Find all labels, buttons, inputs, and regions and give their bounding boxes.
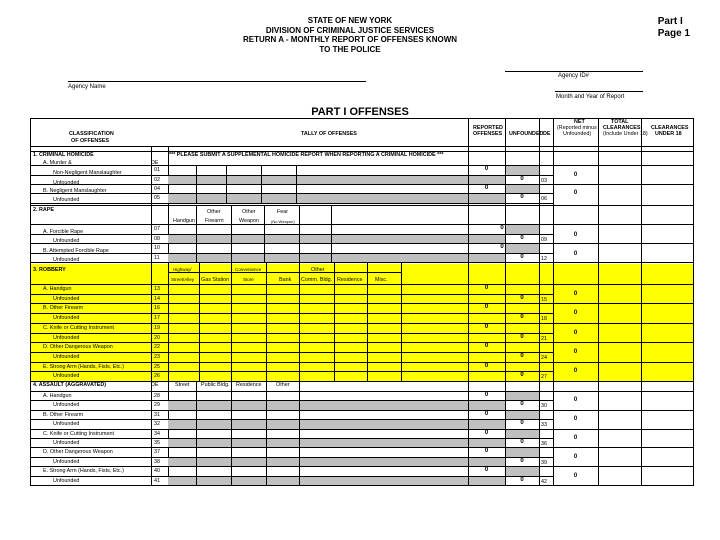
robbery-row-label: Unfounded [53, 315, 80, 322]
rape-code: 08 [154, 236, 160, 242]
rob-h-street: Street/Alley [171, 277, 195, 282]
rape-tally-col [196, 205, 197, 262]
rape-net-zero: 0 [573, 232, 578, 238]
col-total-3: (Include Under 18) [603, 131, 648, 137]
rob-h-res: Residence [337, 277, 363, 283]
robbery-right-line [553, 303, 693, 304]
unfounded-shade [469, 235, 505, 243]
homicide-tally-col [261, 165, 262, 203]
rape-unfounded-zero: 0 [520, 235, 524, 241]
homicide-de: DE [151, 160, 159, 166]
col-net-2: (Reported minus [557, 125, 597, 131]
assault-right-line [553, 447, 693, 448]
rob-h-bank: Bank [279, 277, 292, 283]
agency-name-label: Agency Name [68, 84, 106, 90]
rape-unfounded-zero: 0 [520, 254, 524, 260]
rob-h-misc: Misc. [375, 277, 388, 283]
body-col-line [598, 146, 599, 485]
ast-h-street: Street [175, 382, 190, 388]
unfounded-shade [506, 411, 539, 419]
homicide-unf1: Unfounded [53, 180, 80, 186]
rape-tally-col [331, 205, 332, 262]
robbery-unf-code: 24 [541, 354, 547, 361]
rape-h-handgun: Handgun [173, 218, 195, 224]
unfounded-shade [168, 235, 468, 243]
assault-de: DE [151, 382, 159, 388]
col-total-2: CLEARANCES [603, 125, 641, 131]
assault-net-zero: 0 [573, 453, 578, 460]
assault-net-zero: 0 [573, 416, 578, 423]
assault-net-zero: 0 [573, 397, 578, 404]
assault-row-label: Unfounded [53, 440, 80, 446]
robbery-reported-zero: 0 [484, 362, 489, 369]
rape-row-line [31, 243, 553, 244]
col-reported-2: OFFENSES [473, 131, 503, 137]
unfounded-shade [506, 244, 539, 253]
assault-unf-code: 33 [541, 422, 547, 429]
rape-tally-col [231, 205, 232, 262]
robbery-unf-code: 21 [541, 335, 547, 342]
robbery-unfounded-zero: 0 [520, 372, 524, 379]
robbery-reported-zero: 0 [484, 304, 489, 311]
unfounded-shade [168, 420, 468, 428]
robbery-row-line [31, 352, 553, 353]
unfounded-shade [469, 458, 505, 466]
robbery-tally-col [299, 262, 300, 381]
unfounded-shade [469, 194, 505, 203]
assault-row-label: E. Strong Arm (Hands, Fists, Etc.) [43, 468, 124, 475]
robbery-right-line [553, 284, 693, 285]
assault-code: 40 [154, 468, 160, 475]
rape-b: B. Attempted Forcible Rape [43, 248, 109, 254]
homicide-unf-code: 06 [541, 196, 547, 202]
rape-h-weapon: Weapon [239, 218, 259, 224]
assault-right-line [553, 410, 693, 411]
assault-row-label: Unfounded [53, 477, 80, 484]
assault-tally-col [196, 381, 197, 485]
header-line-3: RETURN A - MONTHLY REPORT OF OFFENSES KNOWN [242, 35, 458, 44]
unfounded-shade [168, 477, 468, 485]
rape-code: 10 [154, 245, 160, 251]
robbery-reported-zero: 0 [484, 285, 489, 291]
robbery-unfounded-zero: 0 [520, 333, 524, 340]
offenses-form [30, 118, 694, 486]
rob-h-conv: Convenience [235, 267, 262, 272]
assault-row-label: Unfounded [53, 421, 80, 428]
unfounded-shade [168, 176, 468, 184]
section-line [31, 205, 693, 206]
unfounded-shade [469, 420, 505, 428]
homicide-unf-code: 03 [541, 178, 547, 184]
homicide-net-zero: 0 [573, 190, 578, 196]
homicide-reported-zero: 0 [484, 166, 489, 172]
homicide-unfounded-zero: 0 [520, 194, 524, 200]
assault-row-label: Unfounded [53, 458, 80, 465]
robbery-code: 13 [154, 286, 160, 292]
unfounded-shade [506, 166, 539, 175]
rape-code: 11 [154, 255, 160, 261]
rape-tally-col [264, 205, 265, 262]
robbery-code: 20 [154, 334, 160, 341]
robbery-tally-col [334, 262, 335, 381]
unfounded-shade [469, 439, 505, 447]
homicide-reported-zero: 0 [484, 185, 489, 191]
robbery-row-label: E. Strong Arm (Hands, Fists, Etc.) [43, 363, 124, 370]
robbery-right-line [553, 323, 693, 324]
col-classification: CLASSIFICATION [69, 131, 114, 137]
assault-row-line [31, 485, 553, 486]
col-clearances-1: CLEARANCES [651, 125, 689, 131]
robbery-code: 26 [154, 373, 160, 380]
assault-tally-col [231, 381, 232, 485]
assault-code: 38 [154, 458, 160, 465]
homicide-code: 01 [154, 167, 160, 173]
robbery-row-label: B. Other Firearm [43, 305, 84, 312]
robbery-row-label: Unfounded [53, 373, 80, 380]
unfounded-shade [506, 467, 539, 475]
robbery-row-label: Unfounded [53, 353, 80, 360]
rape-net-zero: 0 [573, 251, 578, 257]
assault-reported-zero: 0 [484, 410, 489, 417]
homicide-unfounded-zero: 0 [520, 176, 524, 182]
rape-right-line [553, 243, 693, 244]
header-line-1: STATE OF NEW YORK [307, 16, 393, 25]
rape-h-fear: Fear [277, 209, 289, 215]
rape-unf-code: 12 [541, 256, 547, 262]
assault-code: 28 [154, 393, 160, 399]
rob-h-gas: Gas Station [201, 277, 230, 283]
page-label: Page 1 [657, 28, 690, 39]
col-of-offenses: OF OFFENSES [71, 138, 110, 144]
robbery-row-label: Unfounded [53, 334, 80, 341]
robbery-right-line [553, 362, 693, 363]
body-col-line [641, 146, 642, 485]
assault-title: 4. ASSAULT (AGGRAVATED) [33, 382, 107, 388]
rape-header-line [31, 224, 553, 225]
unfounded-shade [506, 225, 539, 234]
robbery-code: 25 [154, 363, 160, 370]
robbery-code: 17 [154, 315, 160, 322]
assault-reported-zero: 0 [484, 448, 489, 455]
header-bottom-line [31, 146, 693, 147]
assault-code: 41 [154, 477, 160, 484]
robbery-reported-zero: 0 [484, 323, 489, 330]
homicide-tally-col [226, 165, 227, 203]
unfounded-shade [506, 185, 539, 193]
rape-row-line [31, 262, 553, 263]
ast-h-public: Public Bldg. [201, 382, 230, 388]
unfounded-shade [469, 176, 505, 184]
assault-unfounded-zero: 0 [520, 439, 524, 445]
robbery-code: 14 [154, 295, 160, 302]
homicide-title: 1. CRIMINAL HOMICIDE [33, 152, 94, 158]
header-line-4: TO THE POLICE [319, 44, 381, 54]
col-de: DE [543, 131, 551, 137]
robbery-unf-code: 27 [541, 374, 547, 381]
robbery-net-zero: 0 [573, 329, 578, 336]
assault-reported-zero: 0 [484, 467, 489, 474]
assault-right-line [553, 391, 693, 392]
col-reported-1: REPORTED [473, 125, 503, 131]
col-clearances-2: UNDER 18 [655, 131, 682, 137]
unfounded-shade [168, 458, 468, 466]
rob-h-highway: Highway/ [173, 267, 192, 272]
homicide-code: 05 [154, 195, 160, 201]
assault-code: 32 [154, 421, 160, 428]
section-line [31, 151, 693, 152]
rape-h-other1: Other [207, 209, 221, 215]
col-net-1: NET [574, 119, 585, 125]
header-col-line [468, 119, 469, 146]
homicide-nonneg: Non-Negligent Manslaughter [53, 170, 122, 176]
rape-a: A. Forcible Rape [43, 229, 84, 235]
robbery-net-zero: 0 [573, 290, 578, 297]
homicide-top-line [31, 165, 693, 166]
header-col-line [641, 119, 642, 146]
header-col-line [505, 119, 506, 146]
header-col-line [539, 119, 540, 146]
robbery-net-zero: 0 [573, 310, 578, 317]
agency-id-label: Agency ID# [558, 73, 590, 79]
assault-right-line [553, 429, 693, 430]
robbery-row-line [31, 381, 553, 382]
homicide-note: *** PLEASE SUBMIT A SUPPLEMENTAL HOMICIDE REPORT WHEN REPORTING A CRIMINAL HOMICIDE *** [169, 152, 444, 158]
assault-row-label: D. Other Dangerous Weapon [43, 449, 113, 456]
homicide-tally-col [196, 165, 197, 203]
assault-code: 29 [154, 402, 160, 409]
assault-row-label: B. Other Firearm [43, 411, 84, 418]
unfounded-shade [168, 439, 468, 447]
robbery-row-line [31, 294, 553, 295]
rob-h-comm: Comm. Bldg. [301, 277, 333, 283]
homicide-row-line [31, 203, 553, 204]
assault-unf-code: 36 [541, 441, 547, 447]
robbery-tally-col [199, 262, 200, 381]
robbery-row-line [31, 313, 553, 314]
header-line-2: DIVISION OF CRIMINAL JUSTICE SERVICES [265, 25, 435, 35]
rape-unf1: Unfounded [53, 238, 80, 244]
robbery-row-line [31, 371, 553, 372]
assault-net-zero: 0 [573, 435, 578, 441]
homicide-b: B. Negligent Manslaughter [43, 188, 107, 194]
ast-h-res: Residence [236, 382, 262, 388]
col-tally: TALLY OF OFFENSES [301, 131, 357, 137]
rape-code: 07 [154, 226, 160, 232]
header-col-line [553, 119, 554, 146]
month-year-line[interactable] [555, 91, 643, 92]
robbery-code: 23 [154, 353, 160, 360]
col-net-3: Unfounded) [563, 131, 592, 137]
homicide-net-zero: 0 [573, 172, 578, 178]
rob-h-store: Store [243, 277, 254, 282]
unfounded-shade [168, 194, 468, 203]
part-page-label [658, 16, 690, 40]
robbery-code: 22 [154, 344, 160, 351]
robbery-tally-col [231, 262, 232, 381]
body-col-line [151, 146, 152, 485]
unfounded-shade [469, 254, 505, 262]
part-label: Part I [657, 16, 683, 27]
assault-tally-col [266, 381, 267, 485]
robbery-unf-code: 15 [541, 296, 547, 303]
unfounded-shade [469, 477, 505, 485]
rape-tally-col [299, 205, 300, 262]
robbery-tally-col [266, 262, 267, 381]
agency-name-line[interactable] [68, 81, 366, 82]
robbery-row-label: Unfounded [53, 295, 80, 302]
unfounded-shade [168, 401, 468, 409]
header-col-line [598, 119, 599, 146]
robbery-row-label: D. Other Dangerous Weapon [43, 344, 113, 351]
assault-reported-zero: 0 [484, 392, 489, 398]
homicide-unf2: Unfounded [53, 197, 80, 203]
robbery-row-label: C. Knife or Cutting Instrument [43, 324, 115, 331]
unfounded-shade [168, 254, 468, 262]
ast-h-other: Other [276, 382, 290, 388]
month-year-label: Month and Year of Report [556, 94, 625, 100]
unfounded-shade [506, 430, 539, 438]
unfounded-shade [469, 401, 505, 409]
assault-right-line [553, 466, 693, 467]
robbery-unf-code: 18 [541, 316, 547, 323]
homicide-code: 02 [154, 177, 160, 183]
assault-row-label: Unfounded [53, 402, 80, 409]
rape-h-noweapon: (No Weapon) [271, 219, 295, 224]
col-unfounded: UNFOUNDED [509, 131, 544, 137]
body-col-line [539, 146, 540, 485]
rape-title: 2. RAPE [33, 207, 54, 213]
assault-unf-code: 30 [541, 403, 547, 410]
robbery-reported-zero: 0 [484, 343, 489, 350]
unfounded-shade [506, 448, 539, 456]
assault-code: 35 [154, 440, 160, 446]
robbery-unfounded-zero: 0 [520, 294, 524, 301]
rape-unf2: Unfounded [53, 257, 80, 263]
robbery-net-zero: 0 [573, 368, 578, 375]
robbery-code: 19 [154, 324, 160, 331]
col-total-1: TOTAL [611, 119, 629, 125]
robbery-right-line [553, 342, 693, 343]
assault-reported-zero: 0 [484, 429, 489, 436]
assault-unfounded-zero: 0 [520, 476, 524, 483]
robbery-code: 16 [154, 305, 160, 312]
assault-unfounded-zero: 0 [520, 457, 524, 464]
assault-tally-col [299, 381, 300, 485]
rape-reported-zero: 0 [500, 244, 504, 250]
robbery-tally-col [401, 262, 402, 381]
report-header [180, 16, 520, 54]
homicide-a: A. Murder & [43, 160, 72, 166]
homicide-right-line [553, 184, 693, 185]
robbery-title: 3. ROBBERY [33, 267, 66, 273]
unfounded-shade [506, 392, 539, 400]
homicide-code: 04 [154, 186, 160, 192]
robbery-tally-col [367, 262, 368, 381]
assault-code: 37 [154, 449, 160, 456]
robbery-row-line [31, 333, 553, 334]
assault-row-label: A. Handgun [43, 393, 72, 399]
rape-h-firearm: Firearm [205, 218, 224, 224]
assault-unfounded-zero: 0 [520, 420, 524, 427]
assault-unf-code: 42 [541, 478, 547, 485]
assault-code: 34 [154, 430, 160, 437]
robbery-row-label: A. Handgun [43, 286, 72, 292]
homicide-tally-col [296, 165, 297, 203]
robbery-net-zero: 0 [573, 348, 578, 355]
rob-h-other: Other [311, 267, 325, 273]
assault-unf-code: 39 [541, 459, 547, 466]
assault-code: 31 [154, 411, 160, 418]
rape-reported-zero: 0 [500, 225, 504, 231]
robbery-unfounded-zero: 0 [520, 314, 524, 321]
part-offenses-title: PART I OFFENSES [311, 106, 409, 118]
robbery-unfounded-zero: 0 [520, 352, 524, 359]
body-col-line [553, 146, 554, 485]
rape-unf-code: 09 [541, 237, 547, 243]
agency-id-line[interactable] [505, 71, 643, 72]
assault-net-zero: 0 [573, 472, 578, 479]
assault-row-label: C. Knife or Cutting Instrument [43, 430, 115, 437]
rape-h-other2: Other [242, 209, 256, 215]
assault-unfounded-zero: 0 [520, 401, 524, 408]
rape-right-line [553, 224, 693, 225]
